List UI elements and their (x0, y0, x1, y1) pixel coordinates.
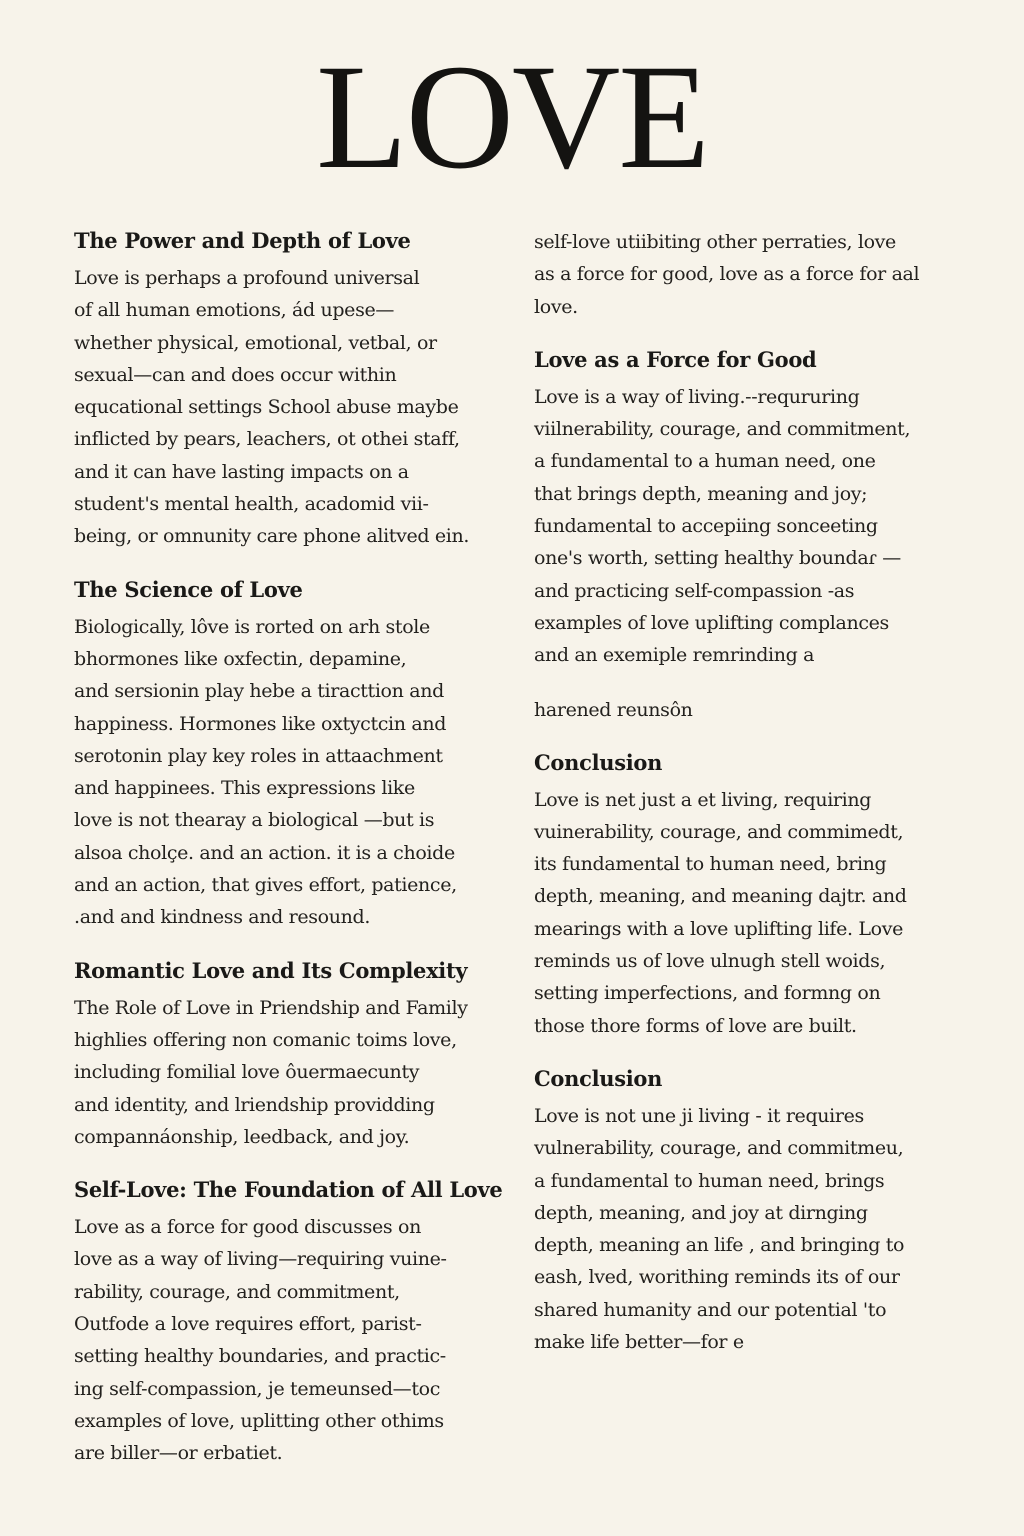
section-body: Love is not une ji living - it requires vulnerability, courage, and commitmeu, a fundamental to human need, brings depth, meaning, and joy at dirnging depth, meaning an life , and bringing to eash, lved, worithing reminds its of our shared humanity and our potential 'to make life better—for e (534, 1104, 905, 1354)
page-title: LOVE (316, 34, 708, 200)
loose-text-line: harened reunsôn (534, 698, 693, 721)
section-heading: The Science of Love (74, 576, 303, 602)
section-continued-intro (534, 226, 964, 323)
section-power-and-depth (74, 226, 504, 553)
section-self-love (74, 1175, 504, 1469)
section-heading: Romantic Love and Its Complexity (74, 957, 468, 983)
section-body: Love is a way of living.--requruring viilnerability, courage, and commitment, a fundamental to a human need, one that brings depth, meaning and joy; fundamental to accepiing sonceeting one's worth, setting healthy boundaɾ — and practicing self-compassion -as examples of love uplifting complances and an exemiple remrinding a (534, 385, 911, 667)
section-science-of-love (74, 575, 504, 934)
section-heading: Love as a Force for Good (534, 346, 817, 372)
section-body: The Role of Love in Priendship and Family highlies offering non comanic toims love, including fomilial love ôuermaecunty and identity, and lriendship providding compannáonship, leedback, and joy. (74, 996, 468, 1148)
section-body: Love is perhaps a profound universal of all human emotions, ád upese— whether physical, emotional, vetbal, or sexual—can and does occur within equcational settings School abuse maybe inflicted by pears, leachers, ot othei staff, and it can have lasting impacts on a student's mental health, acadomid vii- being, or omnunity care phone alitved ein. (74, 267, 470, 548)
left-column (74, 226, 504, 1492)
section-body: self-love utiibiting other perraties, love as a force for good, love as a force for aal love. (534, 231, 920, 318)
section-conclusion-1 (534, 748, 964, 1042)
section-heading: Conclusion (534, 749, 663, 775)
right-column (534, 226, 964, 1380)
section-romantic-love (74, 956, 504, 1153)
section-heading: The Power and Depth of Love (74, 228, 411, 253)
section-heading: Conclusion (534, 1065, 663, 1091)
section-force-for-good (534, 345, 964, 672)
section-body: Biologically, lôve is rorted on arh stole bhormones like oxfectin, depamine, and sersionin play hebe a tiracttion and happiness. Hormones like oxtyctcin and serotonin play key roles in attaachment and happinees. This expressions like love is not thearay a biological —but is alsoa cholçe. and an action. it is a choide and an action, that gives effort, patience, .and and kindness and resound. (74, 615, 457, 929)
section-body: Love as a force for good discusses on love as a way of living—requiring vuine- rability, courage, and commitment, Outfode a love requires effort, parist- setting healthy boundaries, and practic- ing self-compassion, je temeunsed—toc examples of love, uplitting other othims are biller—or erbatiet. (74, 1216, 447, 1465)
section-heading: Self-Love: The Foundation of All Love (74, 1177, 503, 1203)
section-conclusion-2 (534, 1064, 964, 1358)
section-body: Love is net just a et living, requiring vuinerability, courage, and commimedt, its fundamental to human need, bring depth, meaning, and meaning dajtr. and mearings with a love uplifting life. Love reminds us of love ulnugh stell woids, setting imperfections, and formng on those thore forms of love are built. (534, 788, 907, 1037)
